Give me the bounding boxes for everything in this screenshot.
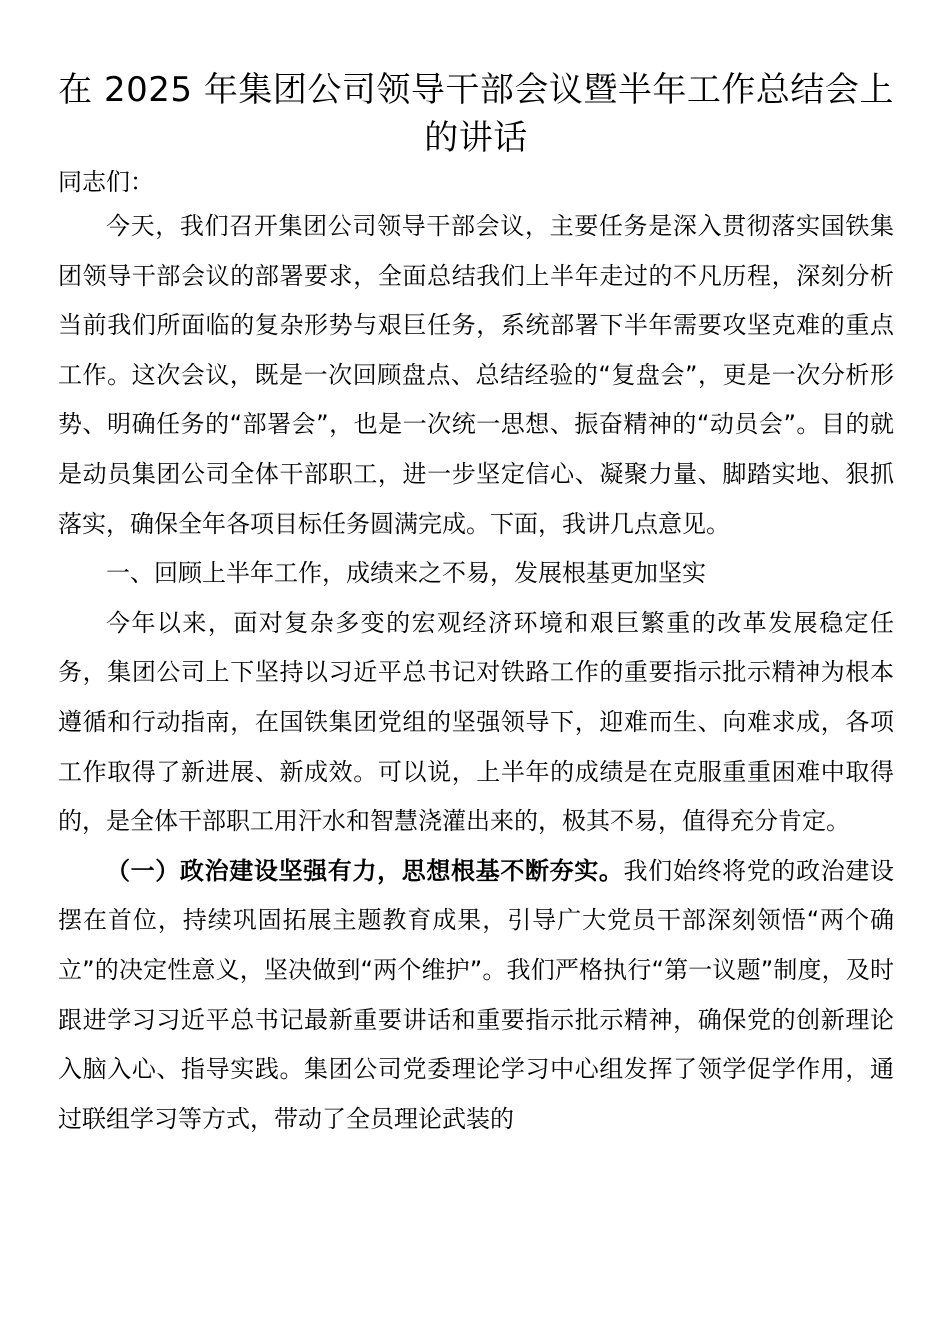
document-page (58, 66, 894, 1144)
section-1-paragraph: 今年以来，面对复杂多变的宏观经济环境和艰巨繁重的改革发展稳定任务，集团公司上下坚持以习近平总书记对铁路工作的重要指示批示精神为根本遵循和行动指南，在国铁集团党组的坚强领导下，迎难而生、向难求成，各项工作取得了新进展、新成效。可以说，上半年的成绩是在克服重重困难中取得的，是全体干部职工用汗水和智慧浇灌出来的，极其不易，值得充分肯定。 (58, 608, 894, 836)
intro-paragraph: 今天，我们召开集团公司领导干部会议，主要任务是深入贯彻落实国铁集团领导干部会议的部署要求，全面总结我们上半年走过的不凡历程，深刻分析当前我们所面临的复杂形势与艰巨任务，系统部署下半年需要攻坚克难的重点工作。这次会议，既是一次回顾盘点、总结经验的“复盘会”，更是一次分析形势、明确任务的“部署会”，也是一次统一思想、振奋精神的“动员会”。目的就是动员集团公司全体干部职工，进一步坚定信心、凝聚力量、脚踏实地、狠抓落实，确保全年各项目标任务圆满完成。下面，我讲几点意见。 (58, 212, 894, 538)
salutation: 同志们： (58, 168, 154, 196)
subsection-1-lead: （一）政治建设坚强有力，思想根基不断夯实。 (106, 856, 624, 885)
subsection-1-paragraph (58, 847, 894, 1145)
subsection-1-body: 我们始终将党的政治建设摆在首位，持续巩固拓展主题教育成果，引导广大党员干部深刻领悟“两个确立”的决定性意义，坚决做到“两个维护”。我们严格执行“第一议题”制度，及时跟进学习习近平总书记最新重要讲话和重要指示批示精神，确保党的创新理论入脑入心、指导实践。集团公司党委理论学习中心组发挥了领学促学作用，通过联组学习等方式，带动了全员理论武装的 (58, 856, 894, 1133)
section-1-heading: 一、回顾上半年工作，成绩来之不易，发展根基更加坚实 (106, 559, 706, 588)
document-title: 在 2025 年集团公司领导干部会议暨半年工作总结会上的讲话 (58, 70, 894, 158)
